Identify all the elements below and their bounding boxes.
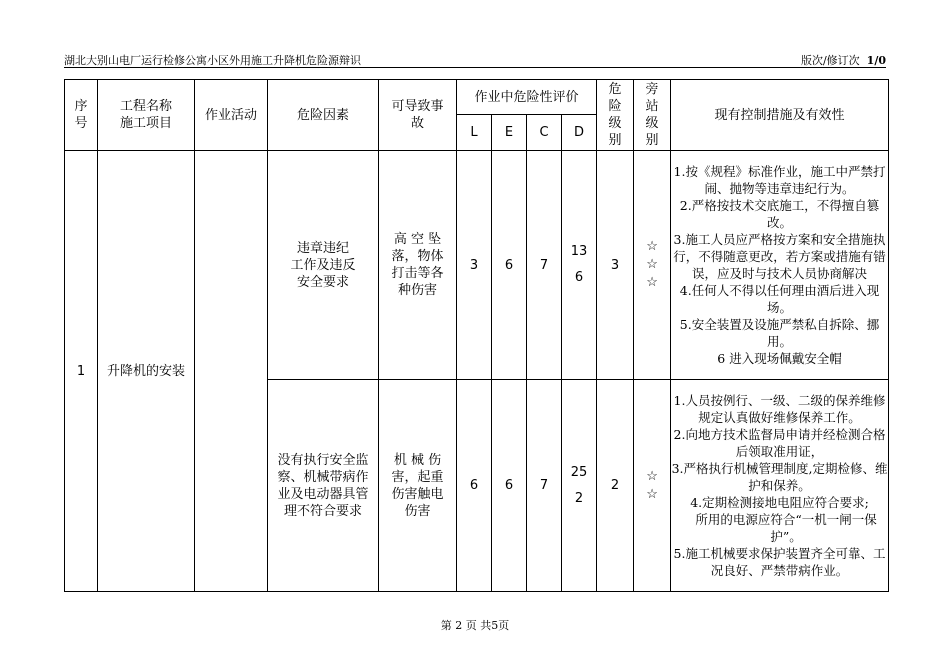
- header-hazard: 危险因素: [268, 80, 379, 151]
- cell-L: 3: [457, 151, 492, 380]
- revision-value: 1/0: [866, 54, 886, 67]
- header-L: L: [457, 115, 492, 151]
- measure-item: 2.向地方技术监督局申请并经检测合格后领取准用证，: [673, 427, 886, 459]
- revision-label: 版次/修订次: [800, 54, 860, 67]
- header-row: [65, 80, 889, 115]
- header-project: 工程名称 施工项目: [98, 80, 195, 151]
- cell-activity: [195, 151, 268, 592]
- measure-item: 1.按《规程》标准作业，施工中严禁打闹、抛物等违章违纪行为。: [673, 164, 886, 196]
- cell-accident: 高 空 坠 落，物体 打击等各 种伤害: [379, 151, 457, 380]
- cell-level: 2: [597, 380, 634, 592]
- cell-C: 7: [527, 151, 562, 380]
- cell-seq: 1: [65, 151, 98, 592]
- cell-D: 25 2: [562, 380, 597, 592]
- header-D: D: [562, 115, 597, 151]
- star-icon: ☆: [646, 239, 658, 254]
- revision-info: [801, 52, 886, 68]
- star-icon: ☆: [646, 275, 658, 290]
- header-E: E: [492, 115, 527, 151]
- hazard-table: [64, 79, 889, 592]
- cell-hazard: 违章违纪 工作及违反 安全要求: [268, 151, 379, 380]
- star-icon: ☆: [646, 468, 658, 484]
- header-eval: 作业中危险性评价: [457, 80, 597, 115]
- star-icon: ☆: [646, 257, 658, 272]
- document-title: 湖北大别山电厂运行检修公寓小区外用施工升降机危险源辩识: [64, 54, 361, 67]
- header-C: C: [527, 115, 562, 151]
- cell-measures: [671, 380, 889, 592]
- cell-D: 13 6: [562, 151, 597, 380]
- measure-item: 4.定期检测接地电阻应符合要求;: [690, 495, 869, 510]
- measure-item: 2.严格按技术交底施工，不得擅自篡改。: [679, 198, 880, 230]
- cell-C: 7: [527, 380, 562, 592]
- star-icon: ☆: [646, 486, 658, 502]
- measure-item: 5.安全装置及设施严禁私自拆除、挪用。: [679, 317, 880, 349]
- measure-item: 所用的电源应符合“一机一闸一保护”。: [695, 512, 877, 544]
- table-row: [65, 151, 889, 380]
- cell-project: 升降机的安装: [98, 151, 195, 592]
- header-level: 危 险 级 别: [597, 80, 634, 151]
- header-station: 旁 站 级 别: [634, 80, 671, 151]
- measure-item: 1.人员按例行、一级、二级的保养维修规定认真做好维修保养工作。: [673, 393, 886, 425]
- measure-item: 4.任何人不得以任何理由酒后进入现场。: [679, 283, 880, 315]
- header-activity: 作业活动: [195, 80, 268, 151]
- header-rule: [64, 67, 886, 68]
- page-footer: 第 2 页 共5页: [440, 619, 510, 632]
- measure-item: 3.施工人员应严格按方案和安全措施执行，不得随意更改，若方案或措施有错误，应及时与技术人员协商解决: [673, 232, 886, 281]
- cell-E: 6: [492, 380, 527, 592]
- measure-item: 3.严格执行机械管理制度,定期检修、维护和保养。: [671, 461, 888, 493]
- cell-level: 3: [597, 151, 634, 380]
- cell-measures: [671, 151, 889, 380]
- header-measures: 现有控制措施及有效性: [671, 80, 889, 151]
- cell-L: 6: [457, 380, 492, 592]
- measure-item: 5.施工机械要求保护装置齐全可靠、工况良好、严禁带病作业。: [673, 546, 886, 578]
- header-seq: 序 号: [65, 80, 98, 151]
- header-accident: 可导致事 故: [379, 80, 457, 151]
- cell-station: [634, 380, 671, 592]
- cell-hazard: 没有执行安全监 察、机械带病作 业及电动器具管 理不符合要求: [268, 380, 379, 592]
- measure-item: 6 进入现场佩戴安全帽: [717, 351, 842, 366]
- cell-station: [634, 151, 671, 380]
- page-header: [64, 52, 886, 66]
- cell-E: 6: [492, 151, 527, 380]
- cell-accident: 机 械 伤 害，起重 伤害触电 伤害: [379, 380, 457, 592]
